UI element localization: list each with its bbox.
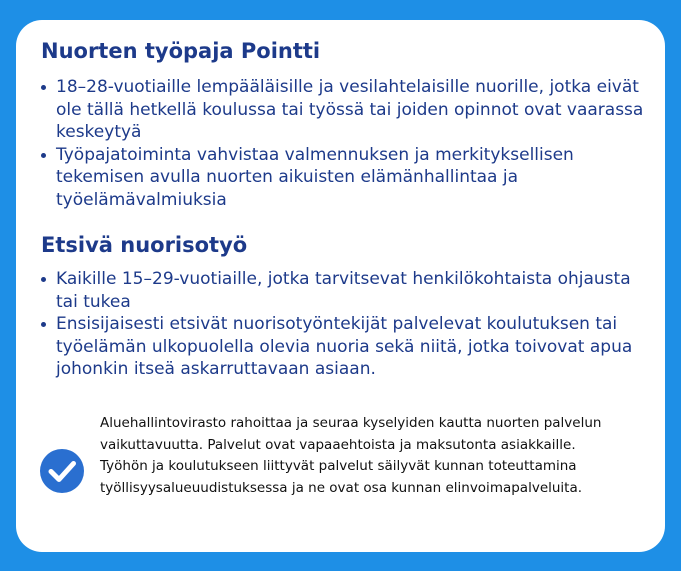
info-card <box>16 20 665 552</box>
check-circle-icon <box>39 448 85 494</box>
section-title-etsiva-nuorisotyo: Etsivä nuorisotyö <box>41 233 248 257</box>
section-title-nuorten-tyopaja: Nuorten työpaja Pointti <box>41 39 321 63</box>
note-paragraph: Aluehallintovirasto rahoittaa ja seuraa kyselyiden kautta nuorten palvelun vaikuttavuutta. Palvelut ovat vapaaehtoista ja maksutonta asiakkaille. <box>100 415 602 453</box>
section-list-etsiva-nuorisotyo <box>16 268 665 381</box>
list-item: Kaikille 15–29-vuotiaille, jotka tarvitsevat henkilökohtaista ohjausta tai tukea <box>16 268 665 313</box>
section-list-nuorten-tyopaja <box>16 76 665 211</box>
list-item: Ensisijaisesti etsivät nuorisotyöntekijät palvelevat koulutuksen tai työelämän ulkopuolella olevia nuoria sekä niitä, jotka toivovat apua johonkin itseä askarruttavaan asiaan. <box>16 313 665 381</box>
list-item: 18–28-vuotiaille lempääläisille ja vesilahtelaisille nuorille, jotka eivät ole tällä hetkellä koulussa tai työssä tai joiden opinnot ovat vaarassa keskeytyä <box>16 76 665 144</box>
funding-note <box>100 413 652 499</box>
list-item: Työpajatoiminta vahvistaa valmennuksen ja merkityksellisen tekemisen avulla nuorten aikuisten elämänhallintaa ja työelämävalmiuksia <box>16 144 665 212</box>
note-paragraph: Työhön ja koulutukseen liittyvät palvelut säilyvät kunnan toteuttamina työllisyysalueuudistuksessa ja ne ovat osa kunnan elinvoimapalveluita. <box>100 458 583 496</box>
